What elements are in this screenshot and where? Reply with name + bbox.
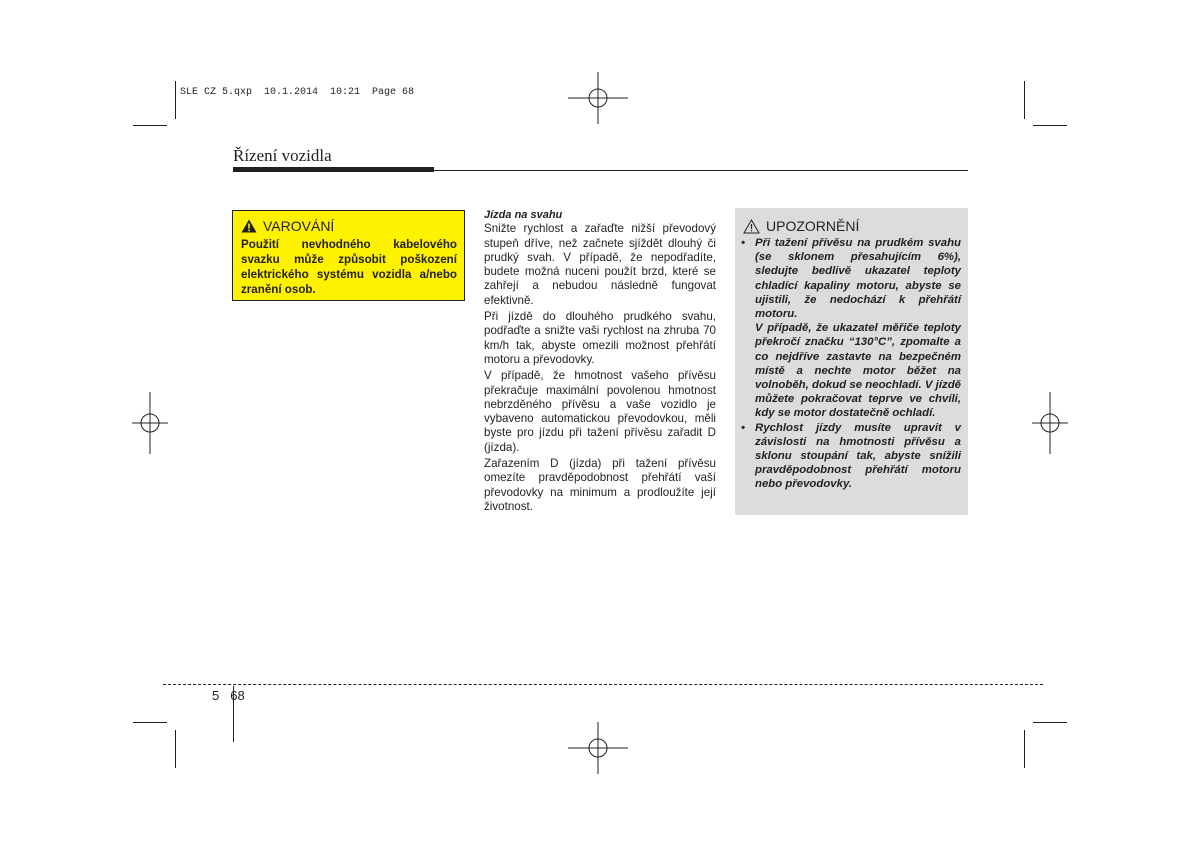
crop-mark-top-right-h (1033, 125, 1067, 126)
bullet: • (741, 237, 745, 249)
crop-mark-bottom-left-v (175, 730, 176, 768)
list-item (741, 421, 961, 492)
subheading: Jízda na svahu (484, 209, 563, 221)
registration-mark-bottom-icon (568, 722, 628, 774)
warning-triangle-icon (241, 219, 257, 233)
slug-line: SLE CZ 5.qxp 10.1.2014 10:21 Page 68 (180, 87, 415, 98)
crop-mark-bottom-right-h (1033, 722, 1067, 723)
warning-heading (241, 218, 334, 234)
list-item-continuation: V případě, že ukazatel měřiče teploty překročí značku “130°C”, zpomalte a co nejdříve zastavte na bezpečném místě a nechte motor běžet na volnoběh, dokud se neochladí. V jízdě můžete pokračovat teprve ve chvíli, kdy se motor dostatečně ochladí. (755, 322, 961, 420)
registration-mark-left-icon (132, 392, 168, 454)
paragraph: Snižte rychlost a zařaďte nižší převodový stupeň dříve, než začnete sjíždět dlouhý či prudký svah. V případě, že nepodřadíte, budete možná nuceni použít brzd, které se zahřejí a nebudou následně fungovat efektivně. (484, 222, 716, 307)
caution-box (735, 208, 968, 515)
caution-heading-label: UPOZORNĚNÍ (766, 218, 860, 234)
crop-mark-bottom-right-v (1024, 730, 1025, 768)
registration-mark-right-icon (1032, 392, 1068, 454)
crop-mark-top-right-v (1024, 81, 1025, 119)
title-rule-thin (434, 170, 968, 171)
list-item-text: Rychlost jízdy musíte upravit v závislosti na hmotnosti přívěsu a sklonu stoupání tak, abyste snížili pravděpodobnost přehřátí motoru nebo převodovky. (755, 421, 961, 491)
crop-mark-top-left-h (133, 125, 167, 126)
caution-heading (743, 218, 859, 234)
page-number-value: 68 (230, 688, 245, 703)
main-text-column (484, 208, 716, 516)
footer-dashed-rule (163, 684, 1043, 685)
chapter-number: 5 (212, 688, 220, 703)
list-item-text: Při tažení přívěsu na prudkém svahu (se sklonem přesahujícím 6%), sledujte bedlivě ukazatel teploty chladící kapaliny motoru, abyste se ujistili, že nedochází k přehřátí motoru. (755, 237, 961, 321)
section-title: Řízení vozidla (233, 146, 332, 165)
crop-mark-top-left-v (175, 81, 176, 119)
paragraph: Při jízdě do dlouhého prudkého svahu, podřaďte a snižte vaši rychlost na zhruba 70 km/h tak, abyste omezili možnost přehřátí motoru a převodovky. (484, 310, 716, 366)
warning-text: Použití nevhodného kabelového svazku může způsobit poškození elektrického systému vozidla a/nebo zranění osob. (241, 238, 457, 296)
warning-box (232, 210, 465, 301)
caution-triangle-icon (743, 219, 760, 234)
title-rule-thick (233, 167, 434, 172)
registration-mark-top-icon (568, 72, 628, 124)
caution-list (741, 236, 961, 492)
page-number (212, 688, 245, 703)
bullet: • (741, 421, 745, 434)
paragraph: Zařazením D (jízda) při tažení přívěsu omezíte pravděpodobnost přehřátí vaší převodovky na minimum a prodloužíte její životnost. (484, 457, 716, 513)
list-item (741, 236, 961, 421)
crop-mark-bottom-left-h (133, 722, 167, 723)
paragraph: V případě, že hmotnost vašeho přívěsu překračuje maximální povolenou hmotnost nebrzděného přívěsu a vaše vozidlo je vybaveno automatickou převodovkou, měli byste pro jízdu při tažení přívěsu zařadit D (jízda). (484, 369, 716, 454)
warning-heading-label: VAROVÁNÍ (263, 218, 335, 234)
